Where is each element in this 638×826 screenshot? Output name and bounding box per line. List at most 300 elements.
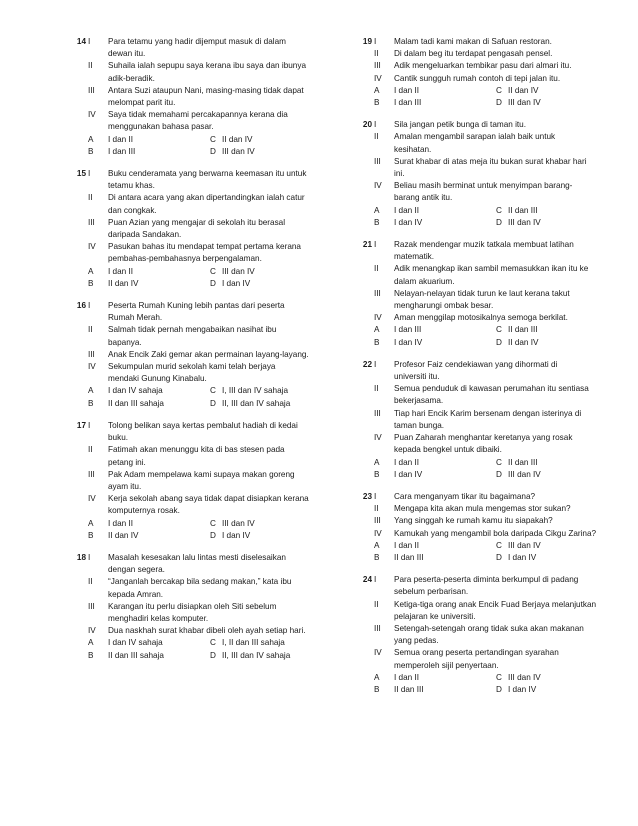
answer-option-row <box>68 278 328 290</box>
option-text: II dan III <box>508 325 538 335</box>
option-text: III dan IV <box>508 217 541 227</box>
statement-line <box>354 503 604 515</box>
statement-text: menggunakan bahasa pasar. <box>108 122 214 132</box>
statement-text: mengharungi ombak besar. <box>394 301 494 311</box>
statement-roman-numeral: I <box>88 37 91 46</box>
statement-line <box>68 613 328 625</box>
option-text: I dan IV <box>394 217 423 227</box>
statement-text: Cantik sungguh rumah contoh di tepi jalan itu. <box>394 73 561 83</box>
answer-option-row <box>68 650 328 662</box>
option-letter: C <box>496 325 502 335</box>
option-text: I, III dan IV sahaja <box>222 386 288 396</box>
option-text: I dan III <box>394 98 422 108</box>
statement-text: dewan itu. <box>108 49 146 59</box>
option-text: I dan III <box>394 325 422 335</box>
option-text: I dan IV <box>508 684 537 694</box>
statement-line <box>68 217 328 229</box>
option-text: II, III dan IV sahaja <box>222 398 291 408</box>
statement-line <box>68 73 328 85</box>
option-text: II dan IV <box>108 278 139 288</box>
statement-line <box>354 586 604 598</box>
statement-line <box>354 263 604 275</box>
statement-line <box>354 312 604 324</box>
statement-text: Surat khabar di atas meja itu bukan surat khabar hari <box>394 156 587 166</box>
question-number: 23 <box>362 491 372 501</box>
statement-text: Beliau masih berminat untuk menyimpan barang- <box>394 181 573 191</box>
answer-option-row <box>68 266 328 278</box>
statement-text: tetamu khas. <box>108 181 155 191</box>
statement-text: bapanya. <box>108 337 142 347</box>
statement-line <box>68 444 328 456</box>
answer-option-row <box>68 134 328 146</box>
question-block <box>354 574 604 696</box>
option-text: I dan IV <box>508 552 537 562</box>
option-text: II dan IV <box>108 530 139 540</box>
statement-line <box>68 121 328 133</box>
option-letter: C <box>210 518 216 528</box>
option-text: II dan III <box>508 457 538 467</box>
question-number: 18 <box>76 552 86 562</box>
option-text: I dan IV <box>394 337 423 347</box>
statement-text: petang ini. <box>108 457 146 467</box>
statement-line <box>68 601 328 613</box>
statement-roman-numeral: I <box>374 120 377 130</box>
statement-text: Profesor Faiz cendekiawan yang dihormati di <box>394 359 558 369</box>
statement-line <box>354 395 604 407</box>
statement-line <box>68 420 328 432</box>
right-column <box>354 36 604 706</box>
statement-line <box>68 60 328 72</box>
option-text: I dan IV sahaja <box>108 638 163 648</box>
statement-roman-numeral: I <box>374 491 377 501</box>
statement-line <box>354 444 604 456</box>
statement-line <box>354 168 604 180</box>
statement-line <box>354 300 604 312</box>
statement-text: pembahas-pembahasnya berpengalaman. <box>108 254 262 264</box>
statement-roman-numeral: II <box>374 132 379 142</box>
statement-line <box>68 300 328 312</box>
statement-roman-numeral: III <box>88 217 95 227</box>
statement-text: memperoleh sijil penyertaan. <box>394 660 499 670</box>
statement-line <box>68 576 328 588</box>
option-letter: C <box>496 205 502 215</box>
statement-line <box>354 359 604 371</box>
option-text: II dan III <box>394 552 424 562</box>
option-text: I, II dan III sahaja <box>222 638 285 648</box>
statement-line <box>354 574 604 586</box>
option-letter: B <box>88 650 94 660</box>
option-text: II dan IV <box>508 337 539 347</box>
option-letter: B <box>88 398 94 408</box>
statement-text: Buku cenderamata yang berwarna keemasan itu untuk <box>108 169 307 179</box>
statement-roman-numeral: IV <box>88 362 96 372</box>
option-letter: D <box>496 98 502 108</box>
option-text: II, III dan IV sahaja <box>222 650 291 660</box>
statement-line <box>354 599 604 611</box>
statement-text: Semua orang peserta pertandingan syarahan <box>394 648 559 658</box>
statement-text: kepada bengkel untuk dibaiki. <box>394 445 502 455</box>
option-letter: D <box>210 650 216 660</box>
option-letter: A <box>374 85 380 95</box>
option-letter: D <box>496 337 502 347</box>
statement-text: Adik mengeluarkan tembikar pasu dari almari itu. <box>394 61 572 71</box>
statement-text: Amalan mengambil sarapan ialah baik untuk <box>394 132 556 142</box>
statement-text: Pasukan bahas itu mendapat tempat pertama kerana <box>108 242 301 252</box>
question-block <box>354 239 604 349</box>
answer-option-row <box>68 518 328 530</box>
statement-line <box>68 229 328 241</box>
option-letter: A <box>374 205 380 215</box>
statement-roman-numeral: II <box>88 61 93 71</box>
option-letter: B <box>374 98 380 108</box>
statement-line <box>68 192 328 204</box>
statement-roman-numeral: II <box>88 445 93 455</box>
statement-roman-numeral: II <box>374 264 379 274</box>
statement-roman-numeral: IV <box>88 242 96 252</box>
question-number: 21 <box>362 240 372 250</box>
answer-option-row <box>68 385 328 397</box>
question-block <box>68 36 328 158</box>
statement-line <box>68 589 328 601</box>
statement-text: Nelayan-nelayan tidak turun ke laut kerana takut <box>394 288 570 298</box>
statement-roman-numeral: III <box>88 601 95 611</box>
statement-line <box>354 635 604 647</box>
statement-text: dan congkak. <box>108 205 157 215</box>
question-block <box>354 119 604 229</box>
statement-line <box>354 239 604 251</box>
option-text: II dan III <box>394 684 424 694</box>
question-block <box>68 168 328 290</box>
statement-line <box>354 660 604 672</box>
statement-line <box>68 48 328 60</box>
statement-text: Rumah Merah. <box>108 313 163 323</box>
option-letter: C <box>496 672 502 682</box>
option-text: I dan IV sahaja <box>108 386 163 396</box>
statement-text: daripada Sandakan. <box>108 230 182 240</box>
statement-line <box>354 288 604 300</box>
statement-line <box>68 36 328 48</box>
option-text: III dan IV <box>508 469 541 479</box>
statement-text: Peserta Rumah Kuning lebih pantas dari peserta <box>108 301 285 311</box>
answer-option-row <box>354 85 604 97</box>
statement-line <box>354 156 604 168</box>
statement-text: dengan segera. <box>108 565 165 575</box>
statement-line <box>68 481 328 493</box>
option-letter: A <box>88 266 94 276</box>
statement-line <box>68 253 328 265</box>
option-letter: B <box>88 530 94 540</box>
option-text: I dan II <box>394 457 420 467</box>
option-letter: A <box>88 518 94 528</box>
statement-text: ayam itu. <box>108 481 142 491</box>
option-letter: A <box>88 134 94 144</box>
statement-text: Tolong belikan saya kertas pembalut hadiah di kedai <box>108 420 298 430</box>
answer-option-row <box>354 469 604 481</box>
statement-roman-numeral: IV <box>374 313 382 323</box>
option-text: I dan II <box>394 672 420 682</box>
option-text: I dan II <box>108 266 134 276</box>
option-text: II dan III sahaja <box>108 650 164 660</box>
statement-roman-numeral: II <box>374 504 379 514</box>
statement-line <box>68 205 328 217</box>
option-text: I dan II <box>394 205 420 215</box>
statement-text: Kamukah yang mengambil bola daripada Cikgu Zarina? <box>394 528 597 538</box>
statement-line <box>354 48 604 60</box>
statement-line <box>354 371 604 383</box>
option-text: I dan IV <box>222 530 251 540</box>
statement-line <box>354 432 604 444</box>
option-letter: C <box>496 457 502 467</box>
statement-line <box>68 97 328 109</box>
statement-roman-numeral: II <box>88 577 93 587</box>
statement-text: Sila jangan petik bunga di taman itu. <box>394 120 526 130</box>
statement-line <box>68 457 328 469</box>
statement-roman-numeral: III <box>88 85 95 95</box>
question-number: 24 <box>362 575 372 585</box>
answer-option-row <box>354 540 604 552</box>
option-letter: D <box>496 552 502 562</box>
statement-text: Puan Zaharah menghantar keretanya yang rosak <box>394 433 573 443</box>
option-text: III dan IV <box>222 518 255 528</box>
statement-line <box>68 625 328 637</box>
statement-roman-numeral: IV <box>374 528 382 538</box>
statement-line <box>68 180 328 192</box>
statement-text: Cara menganyam tikar itu bagaimana? <box>394 491 536 501</box>
statement-text: Saya tidak memahami percakapannya kerana dia <box>108 110 288 120</box>
statement-text: Kerja sekolah abang saya tidak dapat disiapkan kerana <box>108 494 309 504</box>
option-letter: C <box>210 638 216 648</box>
option-text: III dan IV <box>222 146 255 156</box>
answer-option-row <box>354 324 604 336</box>
statement-roman-numeral: I <box>374 359 377 369</box>
statement-text: Anak Encik Zaki gemar akan permainan layang-layang. <box>108 349 309 359</box>
answer-option-row <box>68 637 328 649</box>
answer-option-row <box>354 217 604 229</box>
statement-line <box>68 312 328 324</box>
statement-roman-numeral: II <box>374 49 379 59</box>
question-number: 14 <box>76 37 86 46</box>
statement-roman-numeral: IV <box>374 181 382 191</box>
option-letter: B <box>374 469 380 479</box>
statement-text: pelajaran ke universiti. <box>394 611 476 621</box>
option-text: I dan II <box>108 134 134 144</box>
option-letter: A <box>374 325 380 335</box>
statement-text: universiti itu. <box>394 372 440 382</box>
statement-text: Salmah tidak pernah mengabaikan nasihat ibu <box>108 325 277 335</box>
statement-line <box>68 469 328 481</box>
statement-roman-numeral: IV <box>88 110 96 120</box>
question-number: 16 <box>76 301 86 311</box>
option-letter: A <box>88 386 94 396</box>
statement-line <box>354 131 604 143</box>
statement-line <box>354 60 604 72</box>
statement-text: ini. <box>394 169 405 179</box>
statement-text: taman bunga. <box>394 420 445 430</box>
statement-roman-numeral: III <box>88 469 95 479</box>
question-number: 22 <box>362 359 372 369</box>
statement-text: yang pedas. <box>394 636 439 646</box>
statement-text: Ketiga-tiga orang anak Encik Fuad Berjaya melanjutkan <box>394 599 597 609</box>
option-text: I dan IV <box>394 469 423 479</box>
statement-line <box>68 241 328 253</box>
statement-roman-numeral: II <box>374 384 379 394</box>
option-letter: D <box>210 398 216 408</box>
statement-roman-numeral: I <box>374 37 377 46</box>
statement-text: menghadiri kelas komputer. <box>108 613 209 623</box>
option-text: I dan II <box>394 85 420 95</box>
statement-line <box>68 85 328 97</box>
option-letter: A <box>374 672 380 682</box>
option-letter: B <box>88 278 94 288</box>
statement-roman-numeral: I <box>88 301 91 311</box>
statement-text: Tiap hari Encik Karim bersenam dengan isterinya di <box>394 408 582 418</box>
statement-line <box>354 408 604 420</box>
question-number: 15 <box>76 169 86 179</box>
statement-text: Semua penduduk di kawasan perumahan itu sentiasa <box>394 384 589 394</box>
question-block <box>354 36 604 109</box>
answer-option-row <box>68 530 328 542</box>
statement-roman-numeral: I <box>374 575 377 585</box>
statement-roman-numeral: III <box>374 516 381 526</box>
statement-text: Malam tadi kami makan di Safuan restoran. <box>394 37 552 46</box>
statement-line <box>354 528 604 540</box>
statement-line <box>68 564 328 576</box>
statement-line <box>68 373 328 385</box>
statement-roman-numeral: IV <box>374 433 382 443</box>
option-text: II dan IV <box>222 134 253 144</box>
statement-text: Di antara acara yang akan dipertandingkan ialah catur <box>108 193 305 203</box>
option-text: III dan IV <box>508 98 541 108</box>
option-letter: D <box>210 530 216 540</box>
statement-text: kepada Amran. <box>108 589 164 599</box>
question-block <box>68 300 328 410</box>
statement-roman-numeral: III <box>374 623 381 633</box>
answer-option-row <box>354 97 604 109</box>
option-letter: B <box>88 146 94 156</box>
option-letter: C <box>496 85 502 95</box>
statement-line <box>354 383 604 395</box>
option-text: III dan IV <box>508 540 541 550</box>
statement-text: barang antik itu. <box>394 193 453 203</box>
statement-text: Para tetamu yang hadir dijemput masuk di dalam <box>108 37 286 46</box>
option-letter: C <box>210 134 216 144</box>
statement-text: adik-beradik. <box>108 73 155 83</box>
answer-option-row <box>354 337 604 349</box>
statement-roman-numeral: II <box>374 599 379 609</box>
statement-text: komputernya rosak. <box>108 506 180 516</box>
statement-roman-numeral: I <box>374 240 377 250</box>
statement-line <box>68 505 328 517</box>
option-letter: D <box>210 146 216 156</box>
statement-text: sebelum perbarisan. <box>394 587 469 597</box>
statement-text: Fatimah akan menunggu kita di bas stesen pada <box>108 445 285 455</box>
statement-line <box>354 192 604 204</box>
statement-text: Yang singgah ke rumah kamu itu siapakah? <box>394 516 553 526</box>
option-letter: D <box>210 278 216 288</box>
statement-line <box>354 119 604 131</box>
answer-option-row <box>354 205 604 217</box>
statement-roman-numeral: III <box>374 61 381 71</box>
statement-roman-numeral: I <box>88 169 91 179</box>
statement-line <box>354 276 604 288</box>
statement-roman-numeral: III <box>374 408 381 418</box>
statement-text: Adik menangkap ikan sambil memasukkan ikan itu ke <box>394 264 589 274</box>
option-letter: B <box>374 552 380 562</box>
statement-line <box>68 168 328 180</box>
statement-text: Masalah kesesakan lalu lintas mesti diselesaikan <box>108 552 286 562</box>
statement-line <box>354 36 604 48</box>
statement-line <box>68 337 328 349</box>
statement-text: Karangan itu perlu disiapkan oleh Siti sebelum <box>108 601 277 611</box>
question-block <box>68 552 328 662</box>
statement-text: Aman menggilap motosikalnya semoga berkilat. <box>394 313 568 323</box>
answer-option-row <box>354 552 604 564</box>
statement-text: matematik. <box>394 252 435 262</box>
statement-roman-numeral: IV <box>88 494 96 504</box>
question-number: 19 <box>362 37 372 46</box>
question-number: 17 <box>76 420 86 430</box>
option-letter: C <box>496 540 502 550</box>
option-text: I dan II <box>108 518 134 528</box>
option-text: II dan III <box>508 205 538 215</box>
statement-text: buku. <box>108 433 129 443</box>
option-letter: B <box>374 217 380 227</box>
statement-text: melompat parit itu. <box>108 98 176 108</box>
statement-line <box>68 493 328 505</box>
statement-roman-numeral: IV <box>88 626 96 636</box>
statement-roman-numeral: III <box>374 156 381 166</box>
statement-line <box>68 361 328 373</box>
statement-line <box>354 180 604 192</box>
statement-line <box>68 324 328 336</box>
statement-text: Para peserta-peserta diminta berkumpul di padang <box>394 575 579 585</box>
answer-option-row <box>68 146 328 158</box>
option-letter: D <box>496 469 502 479</box>
statement-text: Suhaila ialah sepupu saya kerana ibu saya dan ibunya <box>108 61 307 71</box>
statement-line <box>68 552 328 564</box>
option-text: I dan IV <box>222 278 251 288</box>
option-text: I dan III <box>108 146 136 156</box>
statement-text: Setengah-setengah orang tidak suka akan makanan <box>394 623 584 633</box>
answer-option-row <box>354 457 604 469</box>
statement-line <box>68 432 328 444</box>
statement-roman-numeral: III <box>374 288 381 298</box>
answer-option-row <box>354 684 604 696</box>
option-letter: A <box>374 457 380 467</box>
question-block <box>354 491 604 564</box>
statement-text: Sekumpulan murid sekolah kami telah berjaya <box>108 362 276 372</box>
option-letter: D <box>496 217 502 227</box>
question-number: 20 <box>362 120 372 130</box>
option-text: III dan IV <box>508 672 541 682</box>
statement-line <box>354 611 604 623</box>
statement-roman-numeral: IV <box>374 648 382 658</box>
statement-text: Mengapa kita akan mula mengemas stor sukan? <box>394 504 571 514</box>
option-letter: A <box>88 638 94 648</box>
statement-text: Pak Adam mempelawa kami supaya makan goreng <box>108 469 295 479</box>
statement-line <box>354 251 604 263</box>
statement-line <box>354 420 604 432</box>
option-text: I dan II <box>394 540 420 550</box>
statement-line <box>354 144 604 156</box>
statement-line <box>354 623 604 635</box>
statement-text: “Janganlah bercakap bila sedang makan,” kata ibu <box>108 577 292 587</box>
statement-text: kesihatan. <box>394 144 432 154</box>
option-text: III dan IV <box>222 266 255 276</box>
option-letter: B <box>374 684 380 694</box>
question-block <box>354 359 604 481</box>
statement-roman-numeral: II <box>88 193 93 203</box>
